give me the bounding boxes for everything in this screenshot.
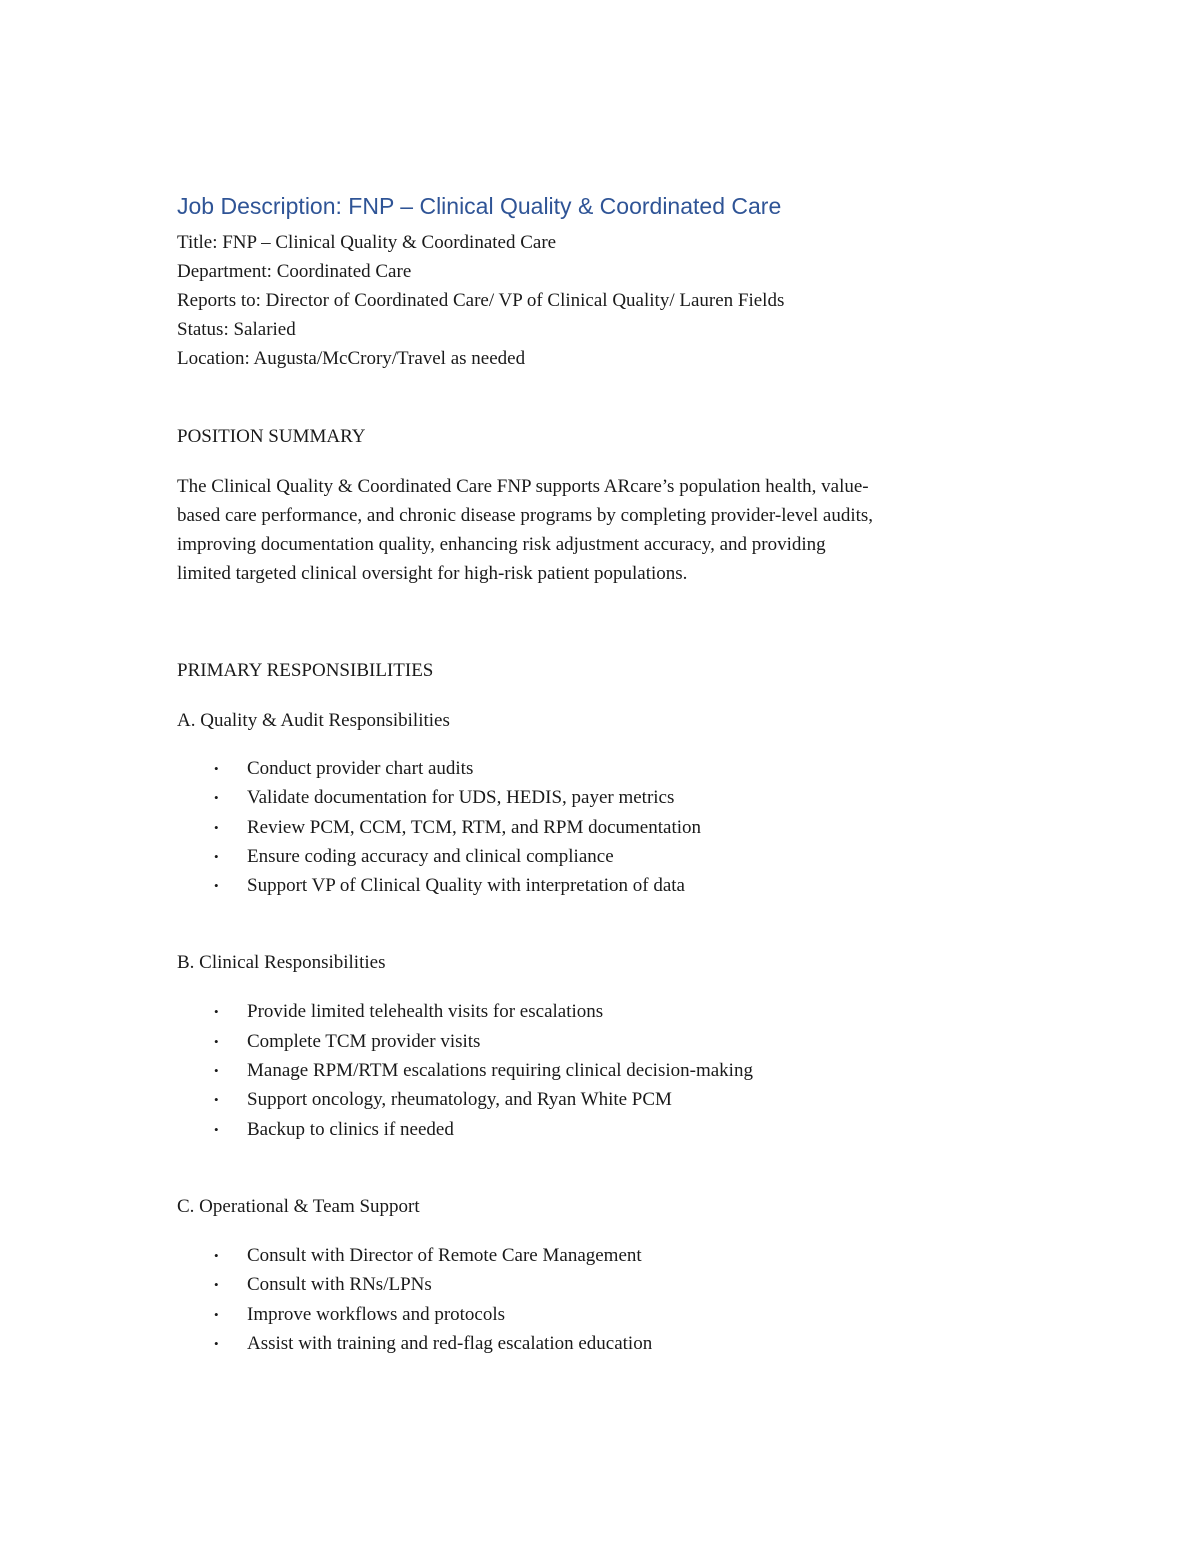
list-item: • Support oncology, rheumatology, and Ryan White PCM <box>177 1085 1037 1114</box>
bullet-icon: • <box>214 1033 219 1049</box>
job-meta <box>177 228 1037 373</box>
section-c-list <box>177 1241 1037 1358</box>
meta-department: Department: Coordinated Care <box>177 261 412 282</box>
bullet-icon: • <box>214 1063 219 1079</box>
bullet-icon: • <box>214 1004 219 1020</box>
list-item: • Support VP of Clinical Quality with interpretation of data <box>177 871 1037 900</box>
list-item: • Ensure coding accuracy and clinical compliance <box>177 842 1037 871</box>
list-item: • Conduct provider chart audits <box>177 754 1037 783</box>
list-item: • Complete TCM provider visits <box>177 1027 1037 1056</box>
section-a-list <box>177 754 1037 900</box>
bullet-icon: • <box>214 819 219 835</box>
position-summary-heading: POSITION SUMMARY <box>177 426 366 447</box>
bullet-icon: • <box>214 1092 219 1108</box>
meta-location: Location: Augusta/McCrory/Travel as needed <box>177 348 526 369</box>
meta-title: Title: FNP – Clinical Quality & Coordinated Care <box>177 232 557 253</box>
summary-line: limited targeted clinical oversight for high-risk patient populations. <box>177 563 688 584</box>
section-a-title: A. Quality & Audit Responsibilities <box>177 710 450 731</box>
section-c-title: C. Operational & Team Support <box>177 1195 420 1217</box>
summary-line: improving documentation quality, enhancing risk adjustment accuracy, and providing <box>177 534 826 555</box>
bullet-icon: • <box>214 790 219 806</box>
position-summary-text <box>177 472 1037 588</box>
list-item: • Consult with RNs/LPNs <box>177 1270 1037 1299</box>
list-item: • Consult with Director of Remote Care Management <box>177 1241 1037 1270</box>
summary-line: The Clinical Quality & Coordinated Care FNP supports ARcare’s population health, value- <box>177 476 869 497</box>
list-item: • Backup to clinics if needed <box>177 1115 1037 1144</box>
list-item: • Validate documentation for UDS, HEDIS, payer metrics <box>177 783 1037 812</box>
list-item: • Improve workflows and protocols <box>177 1300 1037 1329</box>
bullet-icon: • <box>214 761 219 776</box>
bullet-icon: • <box>214 1247 219 1263</box>
primary-responsibilities-heading: PRIMARY RESPONSIBILITIES <box>177 660 434 681</box>
section-b-title: B. Clinical Responsibilities <box>177 952 386 974</box>
list-item: • Provide limited telehealth visits for escalations <box>177 997 1037 1026</box>
section-b-list <box>177 997 1037 1143</box>
bullet-icon: • <box>214 1306 219 1322</box>
bullet-icon: • <box>214 878 219 894</box>
meta-reports-to: Reports to: Director of Coordinated Care/ VP of Clinical Quality/ Lauren Fields <box>177 290 785 311</box>
document-title: Job Description: FNP – Clinical Quality & Coordinated Care <box>177 193 782 219</box>
meta-status: Status: Salaried <box>177 319 296 340</box>
document-page <box>177 190 1037 1358</box>
summary-line: based care performance, and chronic disease programs by completing provider-level audits, <box>177 505 874 526</box>
list-item: • Manage RPM/RTM escalations requiring clinical decision-making <box>177 1056 1037 1085</box>
bullet-icon: • <box>214 1121 219 1137</box>
list-item: • Assist with training and red-flag escalation education <box>177 1329 1037 1358</box>
bullet-icon: • <box>214 848 219 864</box>
bullet-icon: • <box>214 1335 219 1351</box>
bullet-icon: • <box>214 1277 219 1293</box>
list-item: • Review PCM, CCM, TCM, RTM, and RPM documentation <box>177 813 1037 842</box>
